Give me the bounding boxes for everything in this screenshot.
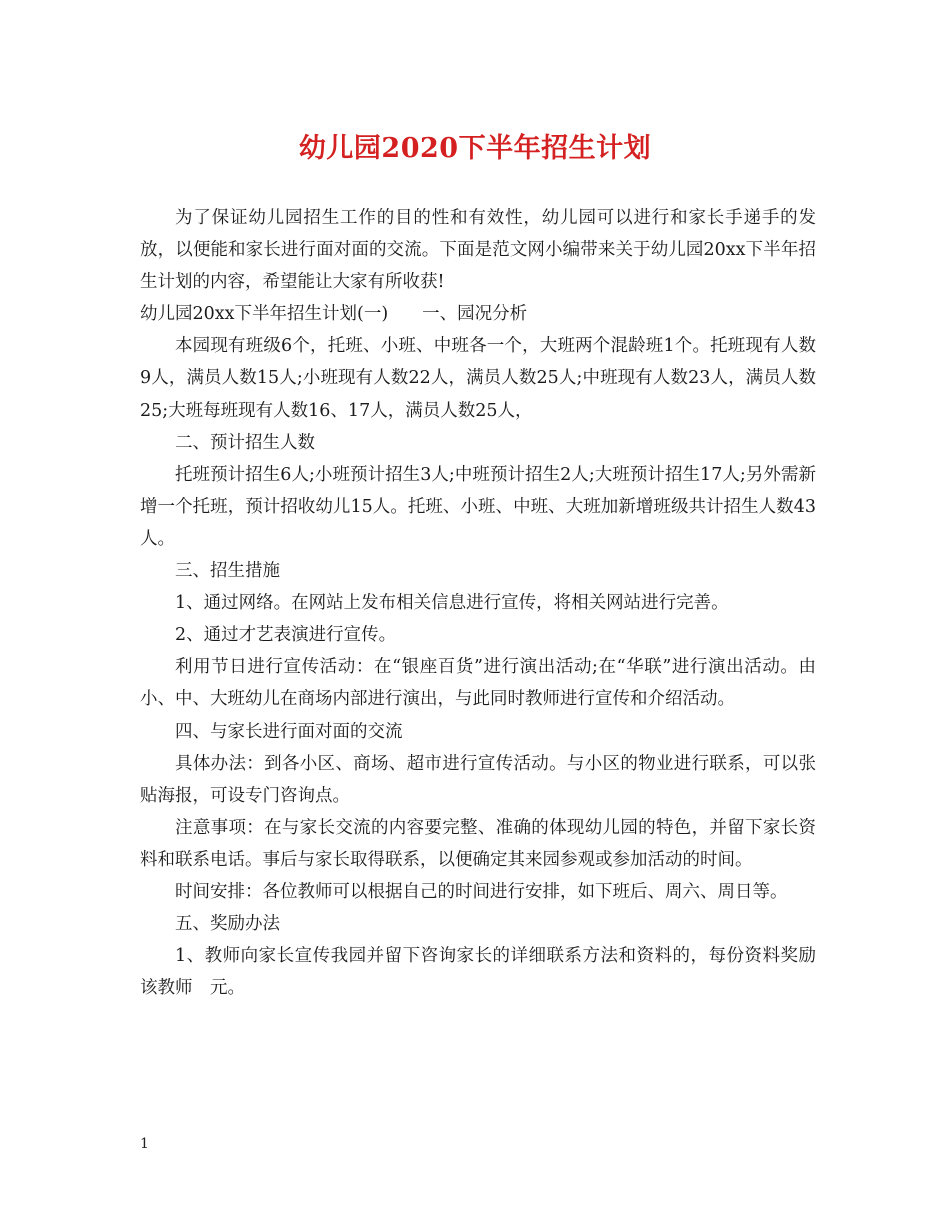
intro-paragraph: 为了保证幼儿园招生工作的目的性和有效性，幼儿园可以进行和家长手递手的发放，以便能和家长进行面对面的交流。下面是范文网小编带来关于幼儿园20xx下半年招生计划的内容，希望能让大家有所收获! [140, 208, 816, 293]
plan-heading-line [140, 298, 816, 330]
section4-notes-paragraph: 注意事项：在与家长交流的内容要完整、准确的体现幼儿园的特色，并留下家长资料和联系电话。事后与家长取得联系，以便确定其来园参观或参加活动的时间。 [140, 817, 816, 870]
document-body [140, 202, 816, 1004]
section5-heading: 五、奖励办法 [175, 914, 280, 935]
section3-item-1: 1、通过网络。在网站上发布相关信息进行宣传，将相关网站进行完善。 [175, 593, 729, 614]
section4-method-paragraph: 具体办法：到各小区、商场、超市进行宣传活动。与小区的物业进行联系，可以张贴海报，可设专门咨询点。 [140, 753, 816, 806]
section3-heading: 三、招生措施 [175, 561, 280, 582]
section1-paragraph: 本园现有班级6个，托班、小班、中班各一个，大班两个混龄班1个。托班现有人数9人，满员人数15人;小班现有人数22人，满员人数25人;中班现有人数23人，满员人数25;大班每班现有人数16、17人，满员人数25人， [140, 336, 816, 421]
section2-paragraph: 托班预计招生6人;小班预计招生3人;中班预计招生2人;大班预计招生17人;另外需新增一个托班，预计招收幼儿15人。托班、小班、中班、大班加新增班级共计招生人数43人。 [140, 464, 816, 549]
section5-item-1: 1、教师向家长宣传我园并留下咨询家长的详细联系方法和资料的，每份资料奖励该教师 元。 [140, 946, 816, 999]
section1-heading: 一、园况分析 [422, 304, 528, 325]
page-number: 1 [140, 1136, 149, 1152]
section3-paragraph: 利用节日进行宣传活动：在“银座百货”进行演出活动;在“华联”进行演出活动。由小、中、大班幼儿在商场内部进行演出，与此同时教师进行宣传和介绍活动。 [140, 657, 816, 710]
section2-heading: 二、预计招生人数 [175, 432, 315, 453]
section4-schedule-paragraph: 时间安排：各位教师可以根据自己的时间进行安排，如下班后、周六、周日等。 [175, 881, 788, 902]
document-title: 幼儿园2020下半年招生计划 [298, 133, 652, 164]
section3-item-2: 2、通过才艺表演进行宣传。 [175, 625, 397, 646]
plan-heading: 幼儿园20xx下半年招生计划(一) [140, 304, 389, 325]
section4-heading: 四、与家长进行面对面的交流 [175, 721, 403, 742]
